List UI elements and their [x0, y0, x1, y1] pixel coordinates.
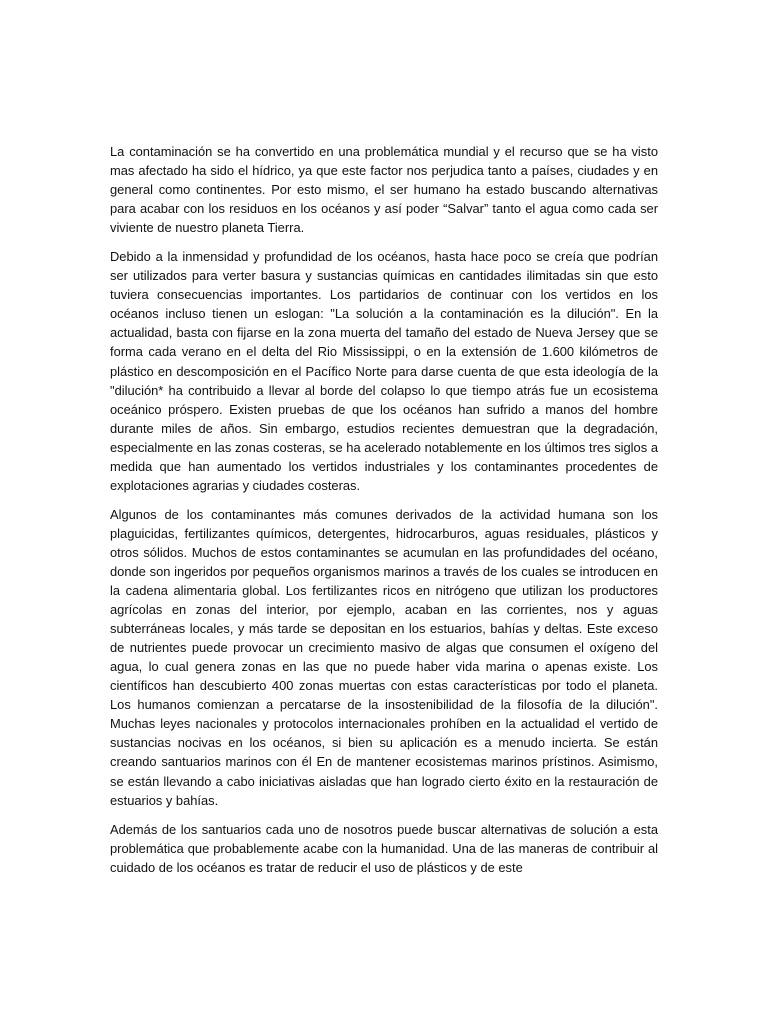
paragraph-3: Algunos de los contaminantes más comunes derivados de la actividad humana son los plaguicidas, fertilizantes químicos, detergentes, hidrocarburos, aguas residuales, plásticos y otros sólidos. Muchos de estos contaminantes se acumulan en las profundidades del océano, donde son ingeridos por pequeños organismos marinos a través de los cuales se introducen en la cadena alimentaria global. Los fertilizantes ricos en nitrógeno que utilizan los productores agrícolas en zonas del interior, por ejemplo, acaban en las corrientes, nos y aguas subterráneas locales, y más tarde se depositan en los estuarios, bahías y deltas. Este exceso de nutrientes puede provocar un crecimiento masivo de algas que consumen el oxígeno del agua, lo cual genera zonas en las que no puede haber vida marina o apenas existe. Los científicos han descubierto 400 zonas muertas con estas características por todo el planeta. Los humanos comienzan a percatarse de la insostenibilidad de la filosofía de la dilución". Muchas leyes nacionales y protocolos internacionales prohíben en la actualidad el vertido de sustancias nocivas en los océanos, si bien su aplicación es a menudo incierta. Se están creando santuarios marinos con él En de mantener ecosistemas marinos prístinos. Asimismo, se están llevando a cabo iniciativas aisladas que han logrado cierto éxito en la restauración de estuarios y bahías. — [110, 506, 658, 808]
paragraph-4: Además de los santuarios cada uno de nosotros puede buscar alternativas de solución a esta problemática que probablemente acabe con la humanidad. Una de las maneras de contribuir al cuidado de los océanos es tratar de reducir el uso de plásticos y de este — [110, 821, 658, 875]
paragraph-1: La contaminación se ha convertido en una problemática mundial y el recurso que se ha visto mas afectado ha sido el hídrico, ya que este factor nos perjudica tanto a países, ciudades y en general como continentes. Por esto mismo, el ser humano ha estado buscando alternativas para acabar con los residuos en los océanos y así poder “Salvar” tanto el agua como cada ser viviente de nuestro planeta Tierra. — [110, 144, 658, 236]
paragraph-2: Debido a la inmensidad y profundidad de los océanos, hasta hace poco se creía que podrían ser utilizados para verter basura y sustancias químicas en cantidades ilimitadas sin que esto tuviera consecuencias importantes. Los partidarios de continuar con los vertidos en los océanos incluso tienen un eslogan: "La solución a la contaminación es la dilución". En la actualidad, basta con fijarse en la zona muerta del tamaño del estado de Nueva Jersey que se forma cada verano en el delta del Rio Mississippi, o en la extensión de 1.600 kilómetros de plástico en descomposición en el Pacífico Norte para darse cuenta de que esta ideología de la "dilución* ha contribuido a llevar al borde del colapso lo que tiempo atrás fue un ecosistema oceánico próspero. Existen pruebas de que los océanos han sufrido a manos del hombre durante miles de años. Sin embargo, estudios recientes demuestran que la degradación, especialmente en las zonas costeras, se ha acelerado notablemente en los últimos tres siglos a medida que han aumentado los vertidos industriales y los contaminantes procedentes de explotaciones agrarias y ciudades costeras. — [110, 249, 658, 493]
document-body — [110, 142, 658, 887]
